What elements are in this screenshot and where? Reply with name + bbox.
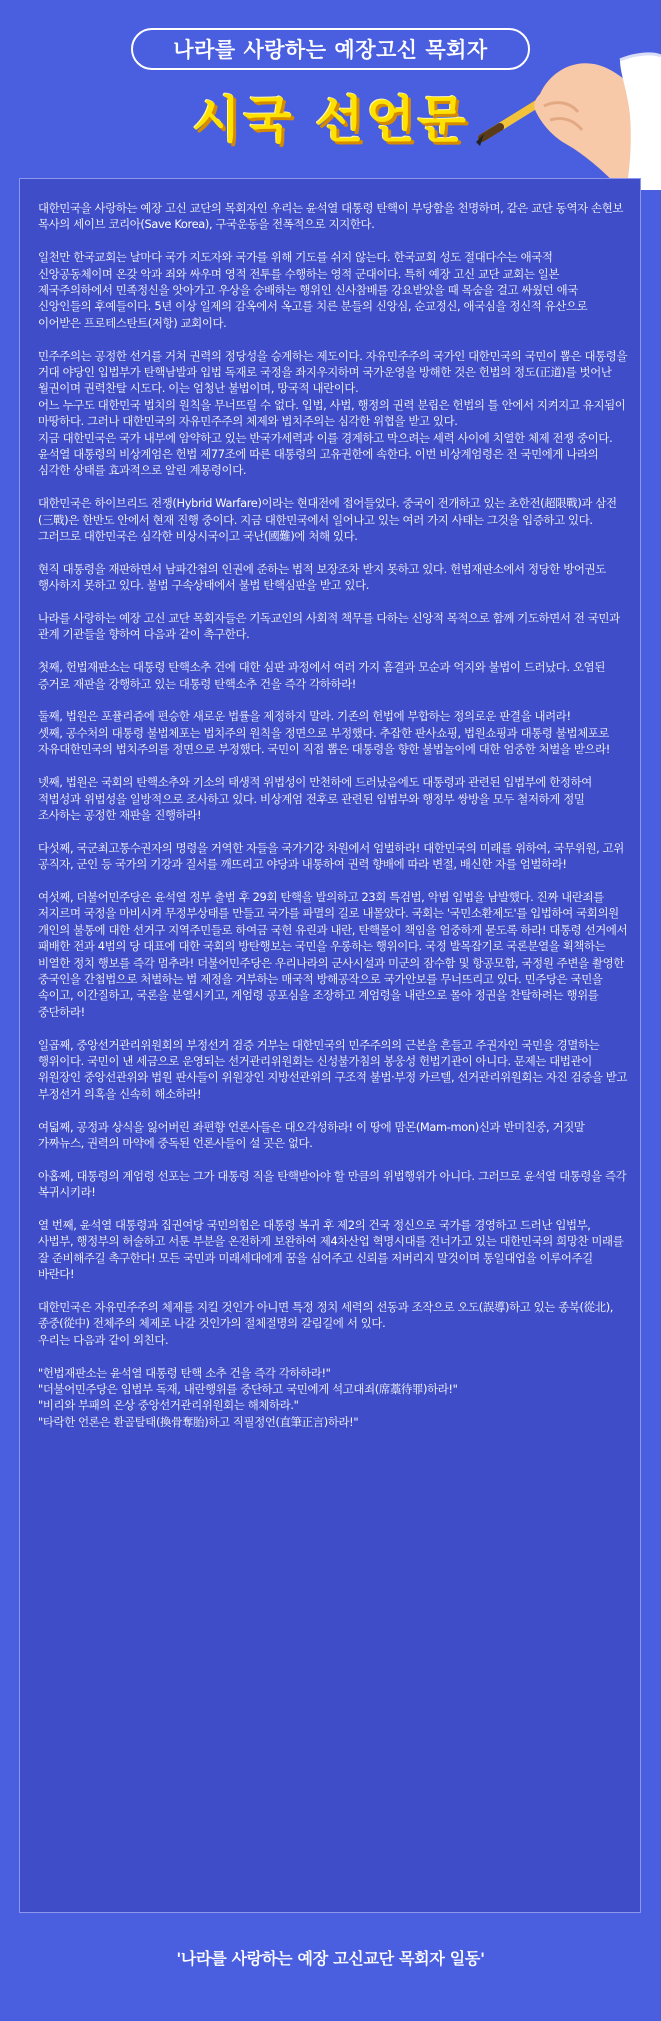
- slogan-list: [38, 1365, 628, 1431]
- paragraph: 현직 대통령을 재판하면서 남파간첩의 인권에 준하는 법적 보장조차 받지 못하고 있다. 헌법재판소에서 정당한 방어권도 행사하지 못하고 있다. 불법 구속상태에서 불법 탄핵심판을 받고 있다.: [38, 561, 606, 593]
- statement-body: [38, 200, 628, 1430]
- signature: '나라를 사랑하는 예장 고신교단 목회자 일동': [176, 1949, 485, 1968]
- paragraph: 지금 대한민국은 국가 내부에 암약하고 있는 반국가세력과 이를 경계하고 막으려는 세력 사이에 치열한 체제 전쟁 중이다. 윤석열 대통령의 비상계엄은 헌법 제77조에 따른 대통령의 고유권한에 속한다. 이번 비상계엄령은 전 국민에게 나라의 심각한 상태를 효과적으로 알린 계몽령이다.: [38, 430, 613, 478]
- paragraph: 둘째, 법원은 포퓰리즘에 편승한 새로운 법률을 제정하지 말라. 기존의 헌법에 부합하는 정의로운 판결을 내려라!: [38, 709, 571, 724]
- paragraph: 나라를 사랑하는 예장 고신 교단 목회자들은 기독교인의 사회적 책무를 다하는 신앙적 목적으로 함께 기도하면서 전 국민과 관계 기관들을 향하여 다음과 같이 촉구한다.: [38, 611, 620, 642]
- slogan-item: "비리와 부패의 온상 중앙선거관리위원회는 해체하라.": [38, 1398, 299, 1413]
- closing-lead: 우리는 다음과 같이 외친다.: [38, 1332, 169, 1347]
- paragraph: 일곱째, 중앙선거관리위원회의 부정선거 검증 거부는 대한민국의 민주주의의 근본을 흔들고 주권자인 국민을 경멸하는 행위이다. 국민이 낸 세금으로 운영되는 선거관리위원회는 신성불가침의 봉웅성 헌법기관이 아니다. 문제는 대법관이 위원장인 중앙선관위와 법원 판사들이 위원장인 지방선관위의 구조적 불법·부정 카르텔, 선거관리위원회는 자진 검증을 받고 부정선거 의혹을 신속히 해소하라!: [38, 1037, 628, 1101]
- paragraph: 민주주의는 공정한 선거를 거쳐 권력의 정당성을 승계하는 제도이다. 자유민주주의 국가인 대한민국의 국민이 뽑은 대통령을 거대 야당인 입법부가 탄핵남발과 입법 독재로 국정을 좌지우지하며 국가운영을 방해한 것은 헌법의 정도(正道)를 벗어난 월권이며 권력찬탈 시도다. 이는 엄청난 불법이며, 망국적 내란이다.: [38, 348, 628, 396]
- paragraph: 넷째, 법원은 국회의 탄핵소추와 기소의 태생적 위법성이 만천하에 드러났음에도 대통령과 관련된 입법부에 한정하여 적법성과 위법성을 일방적으로 조사하고 있다. 비상계엄 전후로 관련된 입법부와 행정부 쌍방을 모두 철저하게 정밀 조사하는 공정한 재판을 진행하라!: [38, 775, 592, 822]
- paragraph: 일천만 한국교회는 날마다 국가 지도자와 국가를 위해 기도를 쉬지 않는다. 한국교회 성도 절대다수는 애국적 신앙공동체이며 온갖 악과 죄와 싸우며 영적 전투를 수행하는 영적 군대이다. 특히 예장 고신 교단 교회는 일본 제국주의하에서 민족정신을 앗아가고 우상을 숭배하는 행위인 신사참배를 강요받았을 때 목숨을 걸고 싸웠던 애국 신앙인들의 후예들이다. 5년 이상 일제의 감옥에서 옥고를 치른 분들의 신앙심, 순교정신, 애국심을 정신적 유산으로 이어받은 프로테스탄트(저항) 교회이다.: [38, 250, 588, 330]
- paragraph: 여섯째, 더불어민주당은 윤석열 정부 출범 후 29회 탄핵을 발의하고 23회 특검법, 악법 입법을 남발했다. 진짜 내란죄를 저지르며 국정을 마비시켜 무정부상태를 만들고 국가를 파멸의 길로 내몰았다. 국회는 '국민소환제도'를 입법하여 국회의원 개인의 불통에 대한 선거구 지역주민들로 하여금 국헌 유린과 내란, 탄핵몰이 책임을 엄중하게 묻도록 하라! 대통령 선거에서 패배한 전과 4범의 당 대표에 대한 국회의 방탄행보는 국민을 우롱하는 행위이다. 국정 발목잡기로 국론분열을 획책하는 비열한 정치 행보를 즉각 멈추라! 더불어민주당은 우리나라의 군사시설과 미군의 잠수함 및 항공모함, 국정원 주변을 촬영한 중국인을 간첩법으로 처벌하는 법 제정을 거부하는 매국적 방해공작으로 국가안보를 무너뜨리고 있다. 민주당은 국민을 속이고, 이간질하고, 국론을 분열시키고, 계엄령 공포심을 조장하고 계엄령을 내란으로 몰아 정권을 찬탈하려는 행위를 중단하라!: [38, 889, 628, 1019]
- page-title: 시국 선언문: [192, 91, 469, 149]
- paragraph: 대한민국을 사랑하는 예장 고신 교단의 목회자인 우리는 윤석열 대통령 탄핵이 부당함을 천명하며, 같은 교단 동역자 손현보 목사의 세이브 코리아(Save Korea), 구국운동을 전폭적으로 지지한다.: [38, 201, 624, 232]
- paragraph: 첫째, 헌법재판소는 대통령 탄핵소추 건에 대한 심판 과정에서 여러 가지 흠결과 모순과 억지와 불법이 드러났다. 오염된 증거로 재판을 강행하고 있는 대통령 탄핵소추 건을 즉각 각하하라!: [38, 660, 605, 691]
- paragraph: 셋째, 공수처의 대통령 불법체포는 법치주의 원칙을 정면으로 부정했다. 추잡한 판사쇼핑, 법원쇼핑과 대통령 불법체포로 자유대한민국의 법치주의를 정면으로 부정했다. 국민이 직접 뽑은 대통령을 향한 불법놀이에 대한 엄중한 처벌을 받으라!: [38, 725, 611, 757]
- slogan-item: "헌법재판소는 윤석열 대통령 탄핵 소추 건을 즉각 각하하라!": [38, 1365, 331, 1380]
- paragraph: 대한민국은 하이브리드 전쟁(Hybrid Warfare)이라는 현대전에 접어들었다. 중국이 전개하고 있는 초한전(超限戰)과 삼전(三戰)은 한반도 안에서 현재 진행 중이다. 지금 대한민국에서 일어나고 있는 여러 가지 사태는 그것을 입증하고 있다. 그러므로 대한민국은 심각한 비상시국이고 국난(國難)에 처해 있다.: [38, 496, 617, 544]
- paragraph: 아홉째, 대통령의 계엄령 선포는 그가 대통령 직을 탄핵받아야 할 만큼의 위법행위가 아니다. 그러므로 윤석열 대통령을 즉각 복귀시키라!: [38, 1168, 627, 1200]
- paragraph: 다섯째, 국군최고통수권자의 명령을 거역한 자들을 국가기강 차원에서 엄벌하라! 대한민국의 미래를 위하여, 국무위원, 고위 공직자, 군인 등 국가의 기강과 질서를 깨뜨리고 야당과 내통하여 권력 향배에 따라 변절, 배신한 자를 엄벌하라!: [38, 840, 624, 872]
- organization-name: 나라를 사랑하는 예장고신 목회자: [173, 38, 488, 62]
- closing-paragraph: 대한민국은 자유민주주의 체제를 지킬 것인가 아니면 특정 정치 세력의 선동과 조작으로 오도(誤導)하고 있는 종북(從北), 종중(從中) 전체주의 체제로 나갈 것인가의 절체절명의 갈림길에 서 있다.: [38, 1299, 614, 1331]
- paragraph: 여덟째, 공정과 상식을 잃어버린 좌편향 언론사들은 대오각성하라! 이 땅에 맘몬(Mam-mon)신과 반미친중, 거짓말 가짜뉴스, 권력의 마약에 중독된 언론사들이 설 곳은 없다.: [38, 1119, 585, 1150]
- slogan-item: "타락한 언론은 환골탈태(換骨奪胎)하고 직필정언(直筆正言)하라!": [38, 1414, 359, 1429]
- hand-writing-pen-icon: [470, 20, 661, 190]
- paragraph: 어느 누구도 대한민국 법치의 원칙을 무너뜨릴 수 없다. 입법, 사법, 행정의 권력 분립은 헌법의 틀 안에서 지켜지고 유지됨이 마땅하다. 그러나 대한민국의 자유민주주의 체제와 법치주의는 심각한 위협을 받고 있다.: [38, 397, 626, 429]
- paragraph: 열 번째, 윤석열 대통령과 집권여당 국민의힘은 대통령 복귀 후 제2의 건국 정신으로 국가를 경영하고 드러난 입법부, 사법부, 행정부의 허술하고 서툰 부분을 온전하게 보완하여 제4차산업 혁명시대를 건너가고 있는 대한민국의 희망찬 미래를 잘 준비해주길 촉구한다! 모든 국민과 미래세대에게 꿈을 심어주고 신뢰를 저버리지 말것이며 통일대업을 이루어주길 바란다!: [38, 1217, 624, 1282]
- slogan-item: "더불어민주당은 입법부 독재, 내란행위를 중단하고 국민에게 석고대죄(席藁待罪)하라!": [38, 1382, 458, 1396]
